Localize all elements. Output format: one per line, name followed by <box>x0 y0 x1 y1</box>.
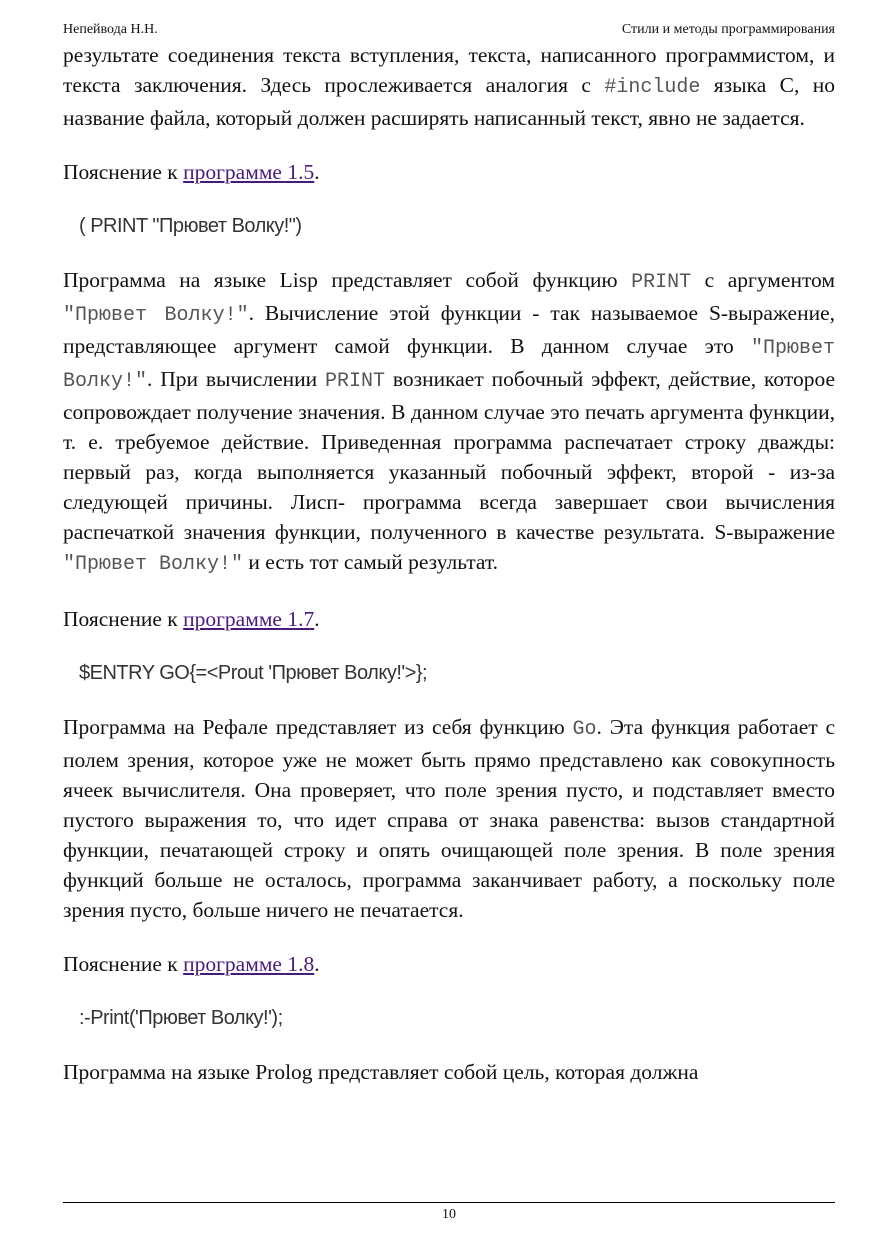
document-page <box>63 0 835 1087</box>
header-title: Стили и методы программирования <box>621 22 835 37</box>
link-program-1-7[interactable]: программе 1.7 <box>183 607 315 631</box>
text-run: Программа на языке Prolog представляет собой цель, которая должна <box>63 1060 699 1084</box>
inline-code: "Прювет Волку!" <box>63 553 244 576</box>
inline-code: PRINT <box>631 271 692 294</box>
text-run: с аргументом <box>691 268 836 292</box>
text-run: Программа на языке Lisp представляет собой функцию <box>63 268 632 292</box>
paragraph-refal <box>63 712 835 925</box>
explanation-1-7 <box>63 604 835 634</box>
explanation-1-5 <box>63 157 835 187</box>
text-run: . <box>314 607 320 631</box>
paragraph-lisp <box>63 265 835 580</box>
inline-code: "Прювет Волку!" <box>63 304 249 327</box>
inline-code: PRINT <box>325 370 386 393</box>
text-run: возникает побочный эффект, действие, которое сопровождает получение значения. В данном случае это печать аргумента функции, т. е. требуемое действие. Приведенная программа распечатает строку дважды: первый раз, когда выполняется указанный побочный эффект, второй - из-за следующей причины. Лисп- программа всегда завершает свои вычисления распечаткой значения функции, полученного в качестве результата. S-выражение <box>63 367 835 544</box>
text-run: Пояснение к <box>63 160 184 184</box>
link-program-1-5[interactable]: программе 1.5 <box>183 160 315 184</box>
text-run: . Эта функция работает с полем зрения, которое уже не может быть прямо представлено как совокупность ячеек вычислителя. Она проверяет, что поле зрения пусто, и подставляет вместо пустого выражения то, что идет справа от знака равенства: вызов стандартной функции, печатающей строку и опять очищающей поле зрения. В поле зрения функций больше не осталось, программа заканчивает работу, а поскольку поле зрения пусто, больше ничего не печатается. <box>63 715 836 922</box>
page-footer <box>63 1202 835 1223</box>
inline-code: "Прювет Волку!" <box>63 337 835 393</box>
page-header <box>63 0 835 40</box>
page-number: 10 <box>442 1207 456 1222</box>
text-run: . Вычисление этой функции - так называемое S-выражение, представляющее аргумент самой функции. В данном случае это <box>63 301 835 358</box>
link-program-1-8[interactable]: программе 1.8 <box>183 952 315 976</box>
code-line-prolog: :-Print('Прювет Волку!'); <box>79 1007 283 1029</box>
text-run: Пояснение к <box>63 607 184 631</box>
paragraph-include <box>63 40 835 133</box>
inline-code: #include <box>604 76 701 99</box>
header-author: Непейвода Н.Н. <box>63 22 158 37</box>
text-run: языка С, но название файла, который должен расширять написанный текст, явно не задается. <box>63 73 835 130</box>
text-run: Программа на Рефале представляет из себя функцию <box>63 715 573 739</box>
explanation-1-8 <box>63 949 835 979</box>
inline-code: Go <box>572 718 597 741</box>
code-line-lisp: ( PRINT "Прювет Волку!") <box>79 215 302 237</box>
paragraph-prolog <box>63 1057 835 1087</box>
text-run: . <box>314 160 320 184</box>
text-run: . При вычислении <box>147 367 325 391</box>
text-run: и есть тот самый результат. <box>243 550 499 574</box>
code-line-refal: $ENTRY GO{=<Prout 'Прювет Волку!'>}; <box>79 662 428 684</box>
text-run: . <box>314 952 320 976</box>
text-run: Пояснение к <box>63 952 184 976</box>
text-run: результате соединения текста вступления, текста, написанного программистом, и текста заключения. Здесь прослеживается аналогия с <box>63 43 835 97</box>
